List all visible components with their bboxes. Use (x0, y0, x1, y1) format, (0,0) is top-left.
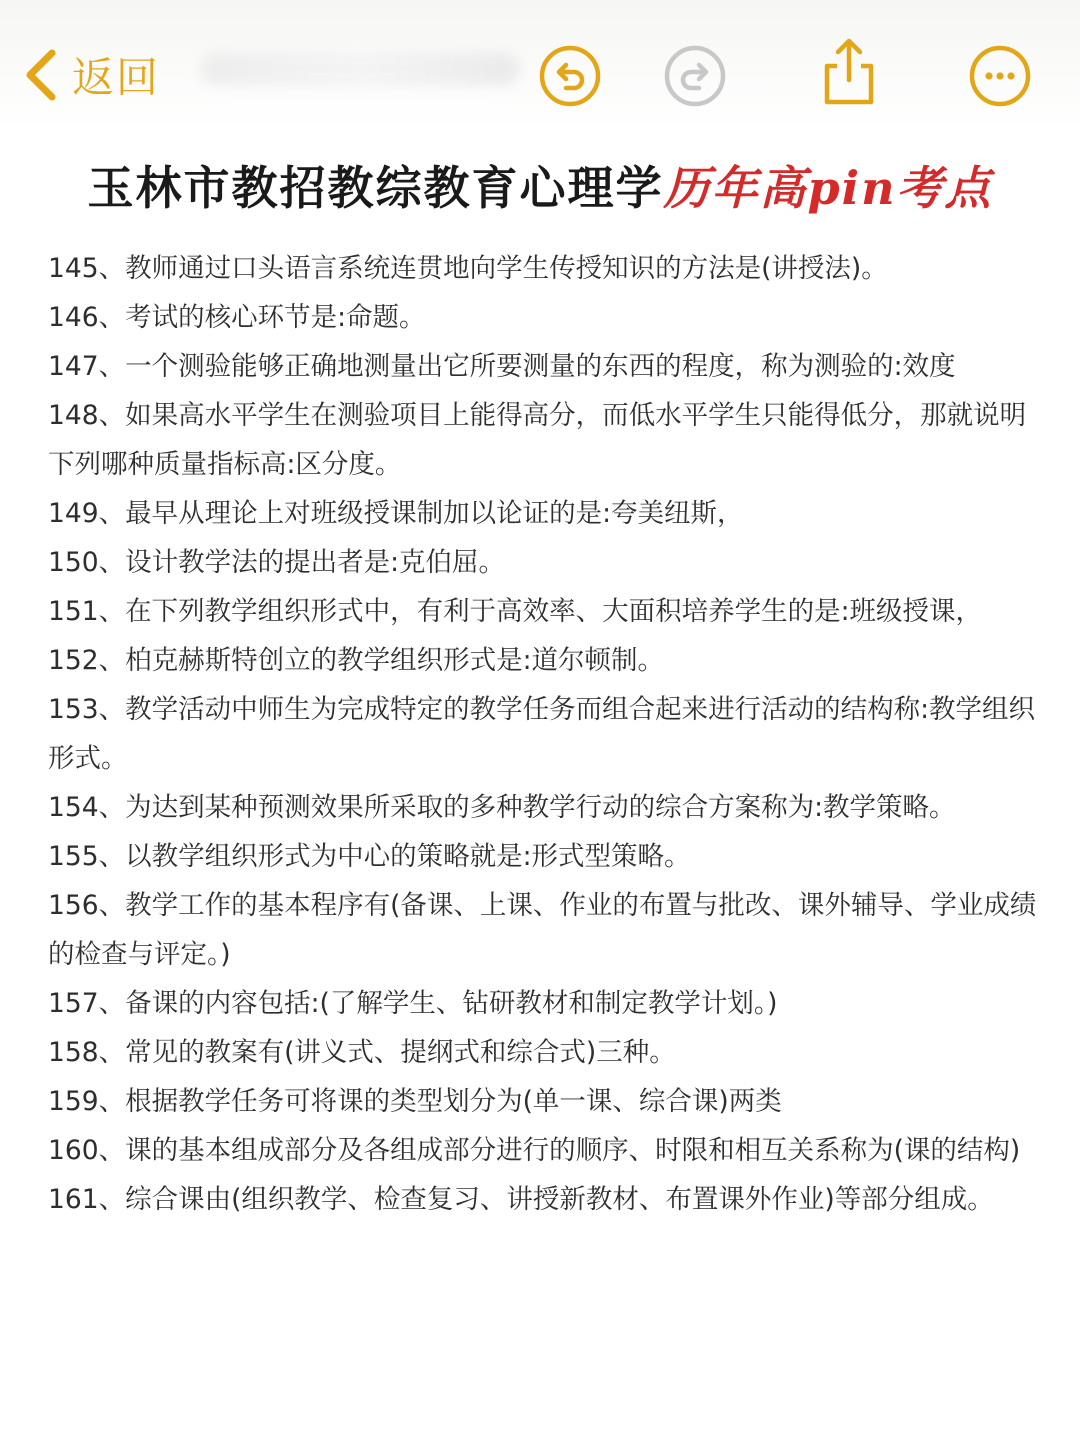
chevron-left-icon (22, 47, 58, 103)
share-button[interactable] (817, 36, 881, 108)
title-highlight: 历年高pin考点 (663, 161, 993, 215)
list-item: 159、根据教学任务可将课的类型划分为(单一课、综合课)两类 (48, 1086, 782, 1117)
share-icon (817, 36, 881, 108)
list-item: 148、如果高水平学生在测验项目上能得高分，而低水平学生只能得低分，那就说明下列哪种质量指标高:区分度。 (48, 400, 1027, 480)
back-button[interactable] (22, 40, 160, 110)
list-item: 158、常见的教案有(讲义式、提纲式和综合式)三种。 (48, 1037, 676, 1068)
blurred-title (200, 52, 520, 86)
more-button[interactable] (968, 44, 1032, 108)
list-item: 151、在下列教学组织形式中，有利于高效率、大面积培养学生的是:班级授课， (48, 596, 983, 627)
note-body (48, 244, 1038, 1224)
list-item: 155、以教学组织形式为中心的策略就是:形式型策略。 (48, 841, 691, 872)
list-item: 146、考试的核心环节是:命题。 (48, 302, 426, 333)
page-title (0, 150, 1080, 226)
undo-icon (538, 44, 602, 108)
more-icon (968, 44, 1032, 108)
undo-button[interactable] (538, 44, 602, 108)
list-item: 150、设计教学法的提出者是:克伯屈。 (48, 547, 506, 578)
list-item: 145、教师通过口头语言系统连贯地向学生传授知识的方法是(讲授法)。 (48, 253, 888, 284)
list-item: 160、课的基本组成部分及各组成部分进行的顺序、时限和相互关系称为(课的结构) (48, 1135, 1021, 1166)
list-item: 161、综合课由(组织教学、检查复习、讲授新教材、布置课外作业)等部分组成。 (48, 1184, 994, 1215)
list-item: 149、最早从理论上对班级授课制加以论证的是:夸美纽斯， (48, 498, 744, 529)
list-item: 153、教学活动中师生为完成特定的教学任务而组合起来进行活动的结构称:教学组织 (48, 694, 1036, 725)
redo-icon (663, 44, 727, 108)
list-item: 157、备课的内容包括:(了解学生、钻研教材和制定教学计划。) (48, 988, 778, 1019)
list-item-continuation: 形式。 (48, 743, 128, 774)
list-item: 156、教学工作的基本程序有(备课、上课、作业的布置与批改、课外辅导、学业成绩的检查与评定。) (48, 890, 1037, 970)
title-main: 玉林市教招教综教育心理学 (87, 161, 664, 215)
toolbar (0, 0, 1080, 130)
list-item: 147、一个测验能够正确地测量出它所要测量的东西的程度，称为测验的:效度 (48, 351, 956, 382)
list-item: 154、为达到某种预测效果所采取的多种教学行动的综合方案称为:教学策略。 (48, 792, 956, 823)
redo-button[interactable] (663, 44, 727, 108)
back-label: 返回 (72, 53, 161, 102)
list-item: 152、柏克赫斯特创立的教学组织形式是:道尔顿制。 (48, 645, 665, 676)
